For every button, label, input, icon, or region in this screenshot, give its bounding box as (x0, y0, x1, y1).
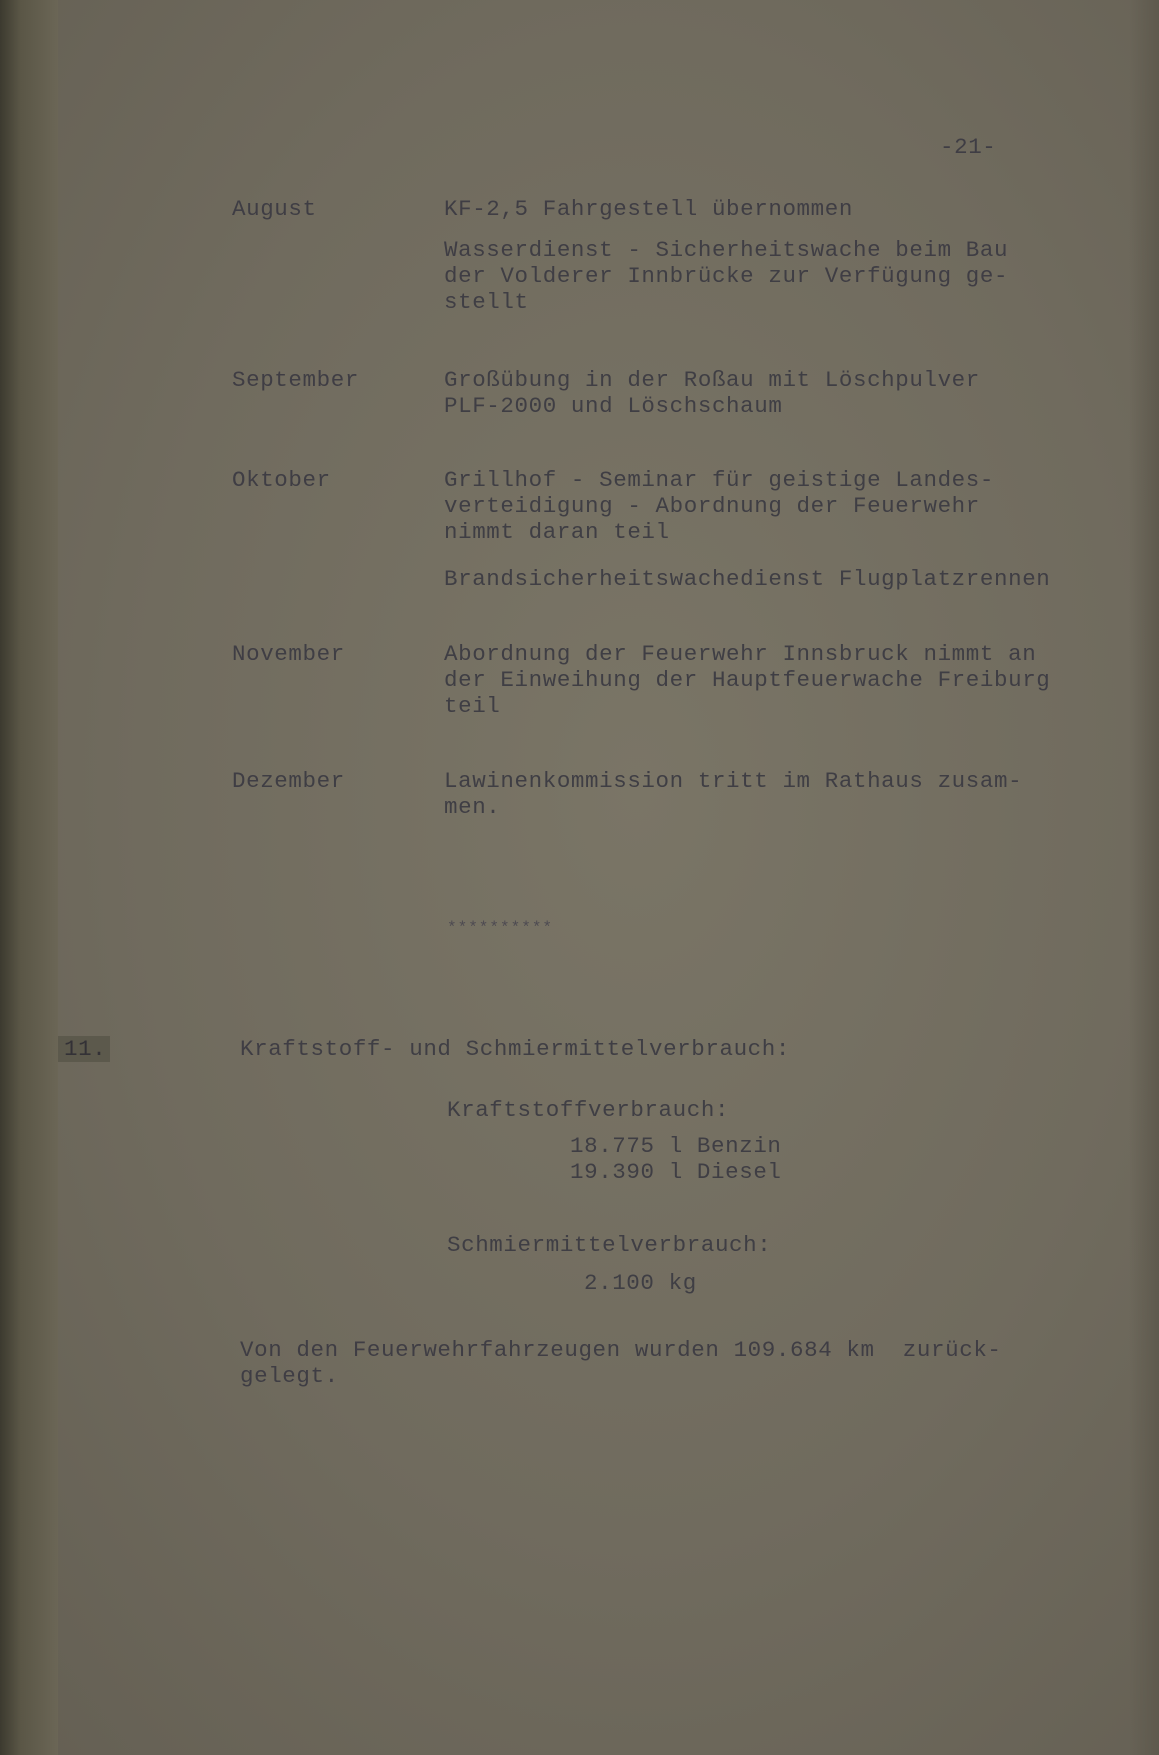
chronicle-entry-line: der Volderer Innbrücke zur Verfügung ge- (444, 263, 1009, 289)
month-september: September (232, 367, 359, 393)
chronicle-entry-line: Großübung in der Roßau mit Löschpulver (444, 367, 980, 393)
chronicle-entry-line: KF-2,5 Fahrgestell übernommen (444, 196, 853, 222)
chronicle-entry-line: der Einweihung der Hauptfeuerwache Freiburg (444, 667, 1051, 693)
chronicle-entry-line: men. (444, 794, 501, 820)
fuel-heading: Kraftstoffverbrauch: (447, 1097, 730, 1123)
chronicle-entry-line: Wasserdienst - Sicherheitswache beim Bau (444, 237, 1009, 263)
chronicle-entry-line: PLF-2000 und Löschschaum (444, 393, 783, 419)
section-title: Kraftstoff- und Schmiermittelverbrauch: (240, 1036, 790, 1062)
section-number: 11. (58, 1036, 110, 1062)
chronicle-entry-line: Brandsicherheitswachedienst Flugplatzrennen (444, 566, 1051, 592)
chronicle-entry-line: verteidigung - Abordnung der Feuerwehr (444, 493, 980, 519)
page-edge-shadow (1129, 0, 1159, 1755)
month-november: November (232, 641, 345, 667)
page-number: -21- (940, 134, 997, 160)
chronicle-entry-line: Lawinenkommission tritt im Rathaus zusam- (444, 768, 1023, 794)
chronicle-entry-line: stellt (444, 289, 529, 315)
distance-line: Von den Feuerwehrfahrzeugen wurden 109.684 km zurück- (240, 1337, 1002, 1363)
lubricant-heading: Schmiermittelverbrauch: (447, 1232, 772, 1258)
book-spine-shadow (0, 0, 58, 1755)
lubricant-value: 2.100 kg (584, 1270, 697, 1296)
separator-asterisks: ********** (447, 919, 554, 937)
chronicle-entry-line: teil (444, 693, 501, 719)
month-dezember: Dezember (232, 768, 345, 794)
month-august: August (232, 196, 317, 222)
month-oktober: Oktober (232, 467, 331, 493)
chronicle-entry-line: Grillhof - Seminar für geistige Landes- (444, 467, 994, 493)
distance-line: gelegt. (240, 1363, 339, 1389)
chronicle-entry-line: nimmt daran teil (444, 519, 670, 545)
fuel-petrol: 18.775 l Benzin (570, 1133, 782, 1159)
fuel-diesel: 19.390 l Diesel (570, 1159, 782, 1185)
chronicle-entry-line: Abordnung der Feuerwehr Innsbruck nimmt an (444, 641, 1037, 667)
